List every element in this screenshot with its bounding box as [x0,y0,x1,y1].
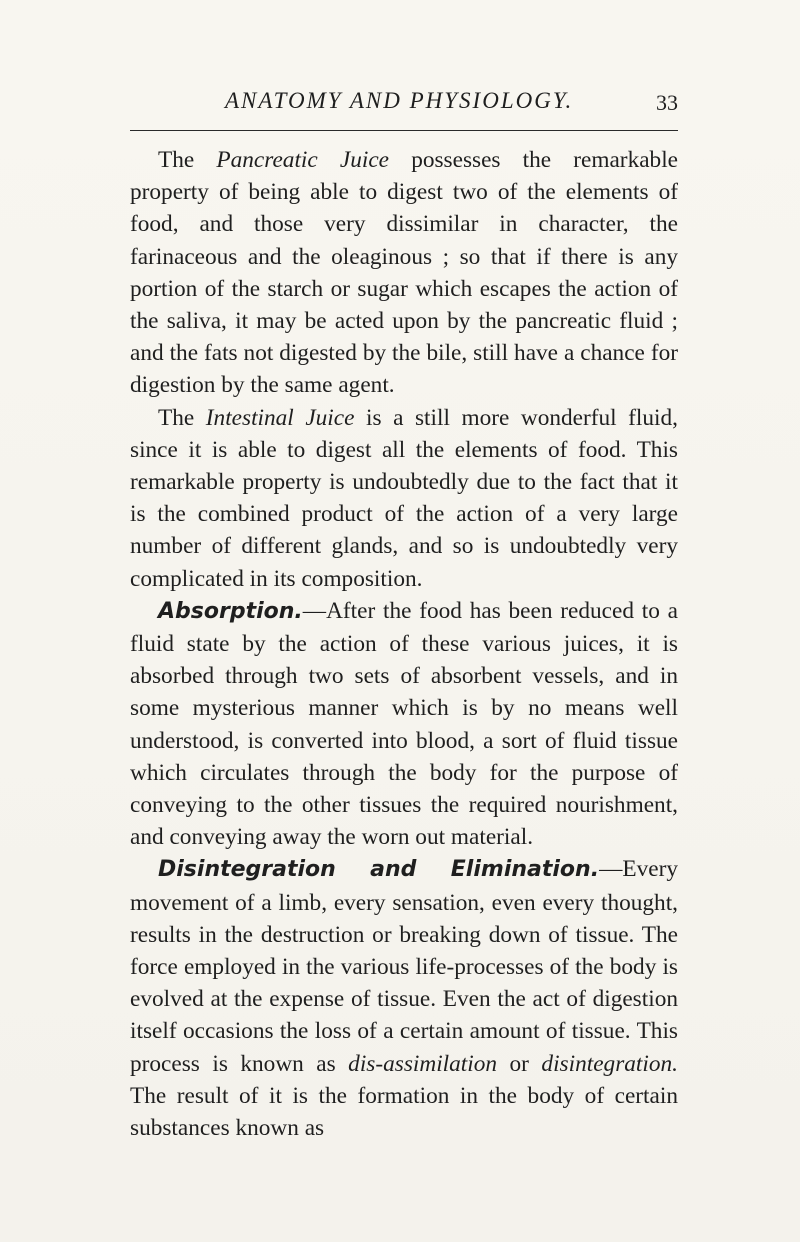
paragraph-disintegration [130,853,678,1144]
paragraph-lead: The [158,147,195,173]
term-dis-assimilation: dis-assimilation [348,1050,498,1077]
body-text [130,144,678,1144]
paragraph-text: —Every movement of a limb, every sensation, even every thought, results in the destruction or breaking down of tissue. The force employed in the various life-processes of the body is evolved at the expense of tissue. Even the act of digestion itself occasions the loss of a certain amount of tissue. This process is known as [130,856,678,1077]
paragraph-connector: or [509,1050,529,1077]
page-number: 33 [656,90,678,115]
paragraph-pancreatic-juice [130,144,678,402]
paragraph-text: —After the food has been reduced to a fluid state by the action of these various juices, it is absorbed through two sets of absorbent vessels, and in some mysterious manner which is by no means well understood, is converted into blood, a sort of fluid tissue which circulates through the body for the purpose of conveying to the other tissues the required nourishment, and conveying away the worn out material. [130,597,678,851]
term-intestinal-juice: Intestinal Juice [205,404,355,431]
term-disintegration: disintegration. [541,1050,678,1077]
paragraph-lead: The [158,404,195,431]
paragraph-absorption [130,595,678,854]
paragraph-intestinal-juice [130,402,678,595]
paragraph-text: The result of it is the formation in the body of certain substances known as [130,1082,678,1142]
paragraph-text: is a still more wonderful fluid, since it is able to digest all the elements of food. This remarkable property is undoubtedly due to the fact that it is the combined product of the action of a very large number of different glands, and so is undoubtedly very complicated in its composition. [130,404,678,592]
heading-absorption: Absorption. [158,598,303,624]
running-title: ANATOMY AND PHYSIOLOGY. [225,88,574,113]
term-pancreatic-juice: Pancreatic Juice [216,147,390,173]
heading-disintegration-elimination: Disintegration and Elimination. [158,857,600,883]
paragraph-text: possesses the remarkable property of being able to digest two of the elements of food, and those very dissimilar in character, the farinaceous and the oleaginous ; so that if there is any portion of the starch or sugar which escapes the action of the saliva, it may be acted upon by the pancreatic fluid ; and the fats not digested by the bile, still have a chance for digestion by the same agent. [130,147,679,399]
running-head [130,88,678,122]
header-rule [130,130,678,131]
